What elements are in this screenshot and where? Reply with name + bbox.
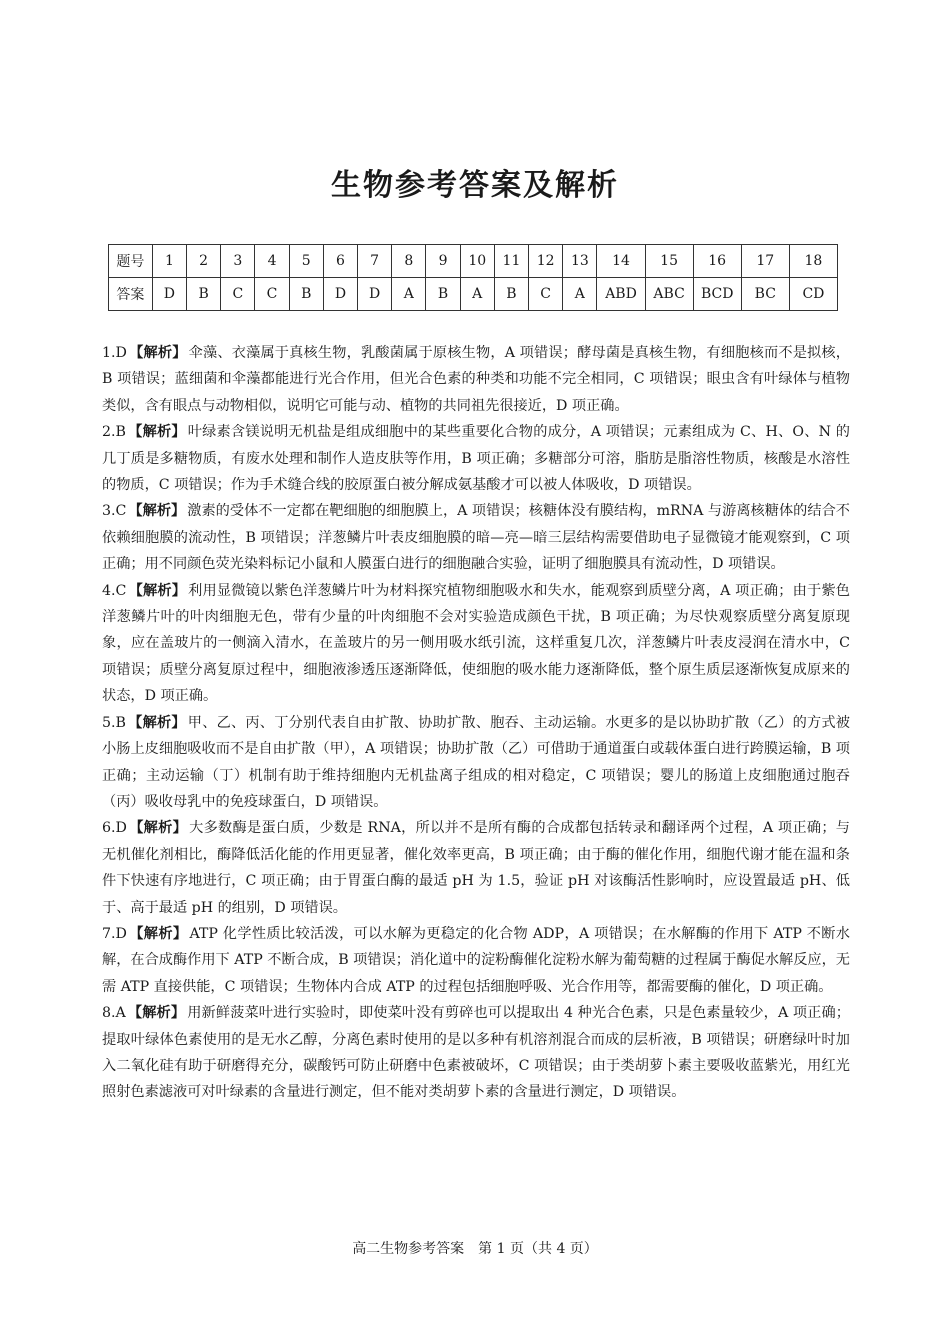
item-number: 2.B	[102, 424, 126, 441]
answer-cell: C	[529, 278, 563, 311]
answer-cell: A	[460, 278, 494, 311]
question-number: 8	[392, 245, 426, 278]
item-text: 利用显微镜以紫色洋葱鳞片叶为材料探究植物细胞吸水和失水，能观察到质壁分离，A 项正确；由于紫色洋葱鳞片叶的叶肉细胞无色，带有少量的叶肉细胞不会对实验造成颜色干扰，B 项正确；为尽快观察质壁分离复原现象，应在盖玻片的一侧滴入清水，在盖玻片的另一侧用吸水纸引流，这样重复几次，洋葱鳞片叶表皮浸润在清水中，C 项错误；质壁分离复原过程中，细胞液渗透压逐渐降低，使细胞的吸水能力逐渐降低，整个原生质层逐渐恢复成原来的状态，D 项正确。	[102, 582, 850, 705]
item-number: 8.A	[102, 1005, 126, 1022]
item-text: 甲、乙、丙、丁分别代表自由扩散、协助扩散、胞吞、主动运输。水更多的是以协助扩散（乙）的方式被小肠上皮细胞吸收而不是自由扩散（甲），A 项错误；协助扩散（乙）可借助于通道蛋白或载体蛋白进行跨膜运输，B 项正确；主动运输（丁）机制有助于维持细胞内无机盐离子组成的相对稳定，C 项错误；婴儿的肠道上皮细胞通过胞吞（丙）吸收母乳中的免疫球蛋白，D 项错误。	[102, 714, 850, 810]
item-number: 1.D	[102, 345, 127, 361]
page-footer: 高二生物参考答案 第 1 页（共 4 页）	[352, 1241, 598, 1257]
explanations	[102, 340, 850, 1106]
explanation-item	[102, 340, 850, 419]
item-number: 3.C	[102, 503, 127, 520]
item-tag: 【解析】	[127, 714, 186, 731]
item-text: 大多数酶是蛋白质，少数是 RNA，所以并不是所有酶的合成都包括转录和翻译两个过程，A 项正确；与无机催化剂相比，酶降低活化能的作用更显著，催化效率更高，B 项正确；由于酶的催化作用，细胞代谢才能在温和条件下快速有序地进行，C 项正确；由于胃蛋白酶的最适 pH 为 1.5，验证 pH 对该酶活性影响时，应设置最适 pH、低于、高于最适 pH 的组别，D 项错误。	[102, 820, 850, 916]
explanation-item	[102, 815, 850, 921]
question-number: 11	[494, 245, 528, 278]
answer-cell: B	[289, 278, 323, 311]
question-number: 9	[426, 245, 460, 278]
item-number: 4.C	[102, 582, 127, 599]
item-tag: 【解析】	[128, 503, 186, 520]
item-text: ATP 化学性质比较活泼，可以水解为更稳定的化合物 ADP，A 项错误；在水解酶的作用下 ATP 不断水解，在合成酶作用下 ATP 不断合成，B 项错误；消化道中的淀粉酶催化淀粉水解为葡萄糖的过程属于酶促水解反应，无需 ATP 直接供能，C 项错误；生物体内合成 ATP 的过程包括细胞呼吸、光合作用等，都需要酶的催化，D 项正确。	[102, 925, 850, 995]
question-number-row	[109, 245, 838, 278]
answer-row	[109, 278, 838, 311]
answer-cell: ABD	[597, 278, 645, 311]
question-number: 13	[563, 245, 597, 278]
question-number: 15	[645, 245, 693, 278]
question-number: 4	[255, 245, 289, 278]
item-text: 叶绿素含镁说明无机盐是组成细胞中的某些重要化合物的成分，A 项错误；元素组成为 C、H、O、N 的几丁质是多糖物质，有废水处理和制作人造皮肤等作用，B 项正确；多糖部分可溶，脂肪是脂溶性物质，核酸是水溶性的物质，C 项错误；作为手术缝合线的胶原蛋白被分解成氨基酸才可以被人体吸收，D 项错误。	[102, 424, 850, 494]
answer-cell: BC	[741, 278, 789, 311]
answer-cell: A	[392, 278, 426, 311]
question-number: 3	[221, 245, 255, 278]
item-tag: 【解析】	[128, 925, 188, 942]
question-number: 12	[529, 245, 563, 278]
answer-cell: B	[187, 278, 221, 311]
question-number: 18	[789, 245, 837, 278]
answer-cell: A	[563, 278, 597, 311]
explanation-item	[102, 498, 850, 577]
answer-cell: ABC	[645, 278, 693, 311]
question-number: 7	[358, 245, 392, 278]
item-tag: 【解析】	[128, 345, 187, 361]
item-number: 7.D	[102, 925, 127, 942]
answer-cell: D	[152, 278, 186, 311]
answer-cell: B	[494, 278, 528, 311]
explanation-item	[102, 578, 850, 710]
item-tag: 【解析】	[127, 1005, 186, 1022]
answer-cell: CD	[789, 278, 837, 311]
answer-cell: BCD	[693, 278, 741, 311]
question-number: 5	[289, 245, 323, 278]
item-text: 用新鲜菠菜叶进行实验时，即使菜叶没有剪碎也可以提取出 4 种光合色素，只是色素量较少，A 项正确；提取叶绿体色素使用的是无水乙醇，分离色素时使用的是以多种有机溶剂混合而成的层析液，B 项错误；研磨绿叶时加入二氧化硅有助于研磨得充分，碳酸钙可防止研磨中色素被破坏，C 项错误；由于类胡萝卜素主要吸收蓝紫光，用红光照射色素滤液可对叶绿素的含量进行测定，但不能对类胡萝卜素的含量进行测定，D 项错误。	[102, 1005, 850, 1101]
answer-cell: D	[323, 278, 357, 311]
item-number: 5.B	[102, 714, 126, 731]
page-title: 生物参考答案及解析	[331, 168, 619, 203]
row-label-answer: 答案	[109, 278, 153, 311]
answer-cell: D	[358, 278, 392, 311]
row-label-question: 题号	[109, 245, 153, 278]
answer-cell: B	[426, 278, 460, 311]
explanation-item	[102, 921, 850, 1000]
question-number: 1	[152, 245, 186, 278]
item-tag: 【解析】	[128, 820, 188, 837]
item-number: 6.D	[102, 820, 127, 837]
explanation-item	[102, 419, 850, 498]
item-text: 伞藻、衣藻属于真核生物，乳酸菌属于原核生物，A 项错误；酵母菌是真核生物，有细胞核而不是拟核，B 项错误；蓝细菌和伞藻都能进行光合作用，但光合色素的种类和功能不完全相同，C 项错误；眼虫含有叶绿体与植物类似，含有眼点与动物相似，说明它可能与动、植物的共同祖先很接近，D 项正确。	[102, 345, 850, 414]
question-number: 6	[323, 245, 357, 278]
item-text: 激素的受体不一定都在靶细胞的细胞膜上，A 项错误；核糖体没有膜结构，mRNA 与游离核糖体的结合不依赖细胞膜的流动性，B 项错误；洋葱鳞片叶表皮细胞膜的暗—亮—暗三层结构需要借助电子显微镜才能观察到，C 项正确；用不同颜色荧光染料标记小鼠和人膜蛋白进行的细胞融合实验，证明了细胞膜具有流动性，D 项错误。	[102, 503, 850, 573]
explanation-item	[102, 1000, 850, 1106]
item-tag: 【解析】	[128, 582, 187, 599]
item-tag: 【解析】	[127, 424, 186, 441]
question-number: 10	[460, 245, 494, 278]
question-number: 2	[187, 245, 221, 278]
question-number: 14	[597, 245, 645, 278]
explanation-item	[102, 710, 850, 816]
answer-table	[108, 244, 838, 311]
answer-cell: C	[255, 278, 289, 311]
question-number: 17	[741, 245, 789, 278]
answer-cell: C	[221, 278, 255, 311]
question-number: 16	[693, 245, 741, 278]
